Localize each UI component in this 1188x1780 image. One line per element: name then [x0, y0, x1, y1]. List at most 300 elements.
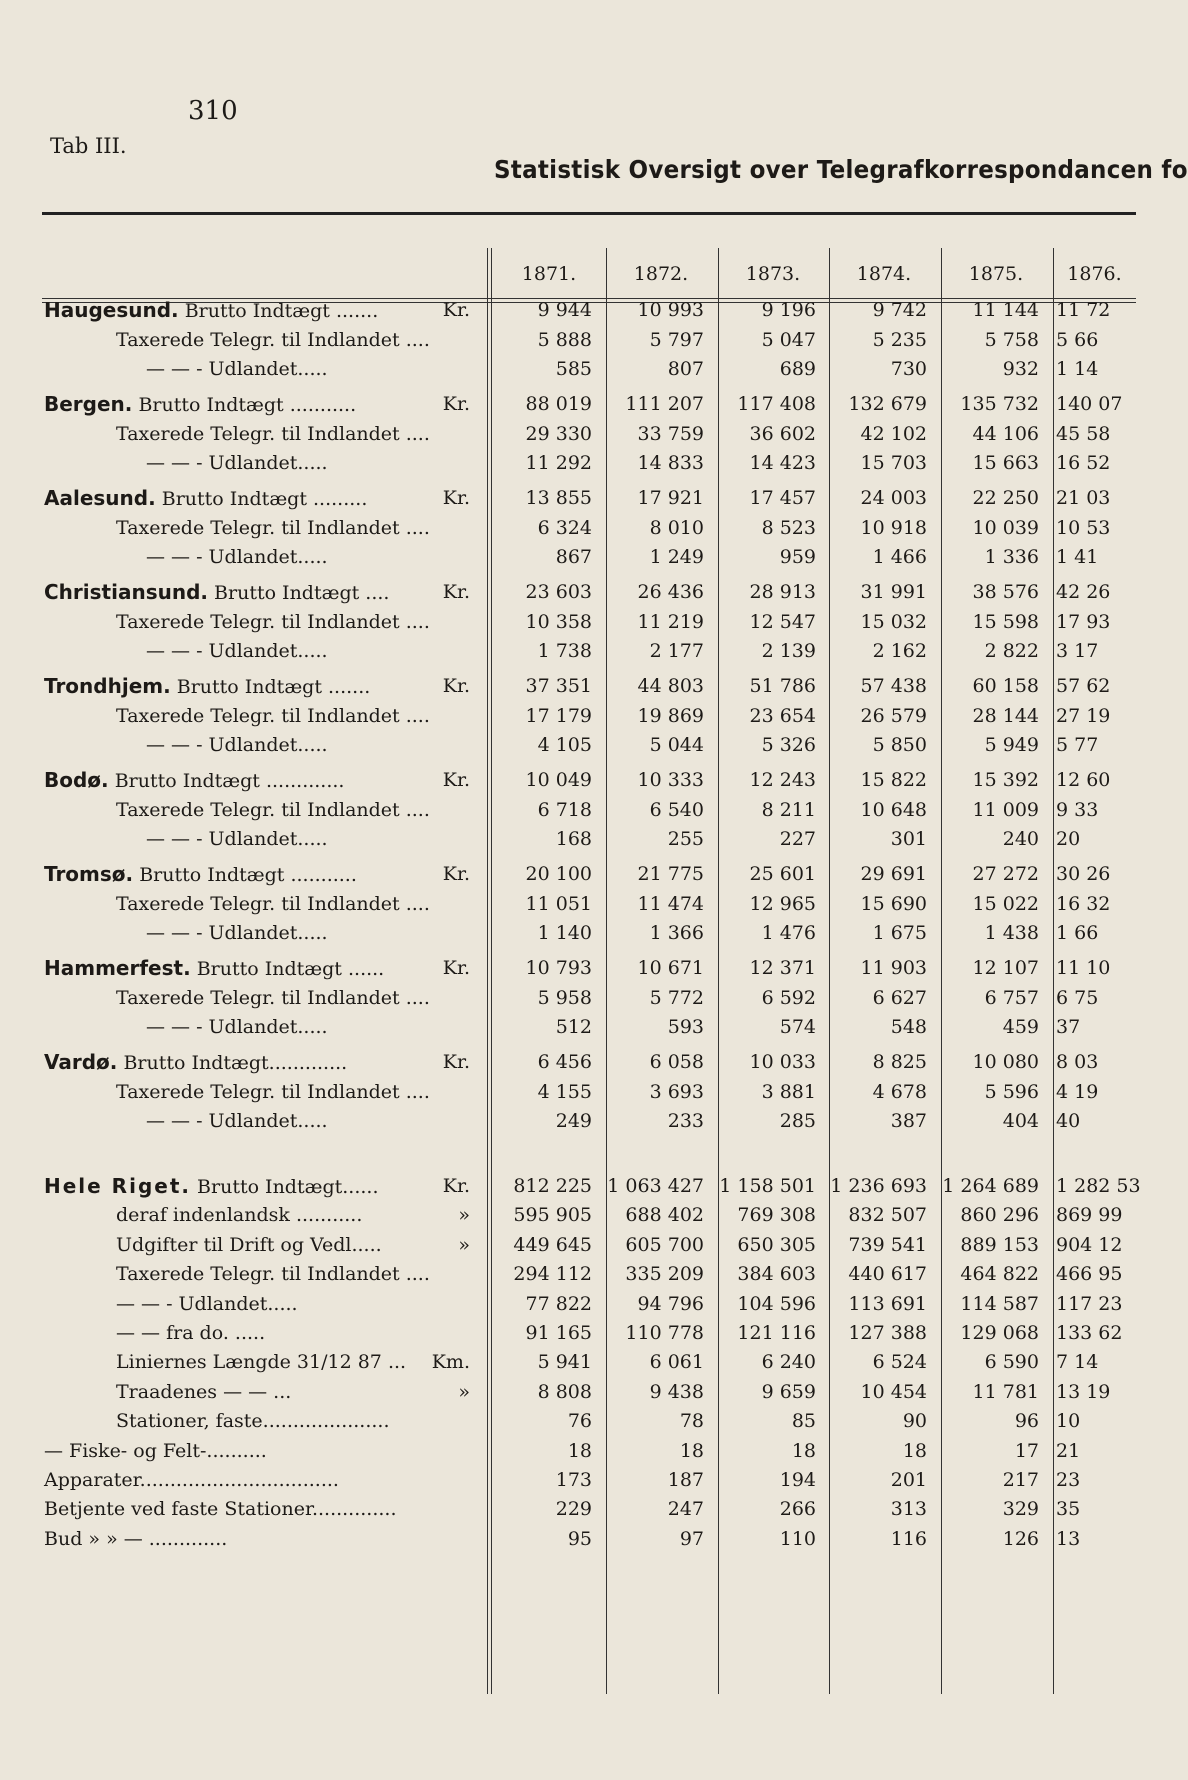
value-cell: 387 — [890, 1110, 927, 1133]
table-row — [0, 1348, 1136, 1377]
value-cell: 2 822 — [984, 640, 1039, 663]
unit-label: Kr. — [442, 1051, 470, 1073]
value-cell: 85 — [791, 1410, 816, 1433]
value-cell: 730 — [890, 358, 927, 381]
row-label: Taxerede Telegr. til Indlandet .... — [116, 1080, 430, 1103]
value-cell: 9 438 — [649, 1380, 704, 1403]
value-cell: 217 — [1002, 1469, 1039, 1491]
row-label: — — - Udlandet..... — [146, 734, 328, 757]
value-cell: 6 718 — [537, 798, 592, 821]
value-cell: 15 392 — [972, 769, 1039, 791]
value-cell: 15 032 — [860, 610, 927, 633]
year-header: 1871. — [521, 263, 577, 285]
value-cell: 1 140 — [537, 922, 592, 945]
value-cell: 6 627 — [872, 986, 927, 1009]
value-cell: 249 — [555, 1110, 592, 1133]
table-row — [0, 919, 1136, 948]
value-cell: 1 675 — [872, 922, 927, 945]
row-label: Brutto Indtægt ....... — [184, 300, 379, 322]
row-label-cell — [116, 890, 430, 919]
row-label-cell — [116, 702, 430, 731]
table-row — [0, 420, 1136, 449]
value-cell: 26 436 — [637, 581, 704, 603]
row-label: Brutto Indtægt ........... — [138, 394, 357, 416]
table-row — [0, 390, 1136, 419]
row-label-cell — [146, 731, 328, 760]
value-cell: 17 93 — [1056, 610, 1111, 633]
value-cell: 1 336 — [984, 546, 1039, 569]
row-label: deraf indenlandsk ........... — [116, 1204, 363, 1227]
value-cell: 16 32 — [1056, 892, 1111, 915]
value-cell: 60 158 — [972, 675, 1039, 697]
unit-label: Kr. — [442, 581, 470, 603]
value-cell: 8 825 — [872, 1051, 927, 1073]
value-cell: 173 — [555, 1469, 592, 1491]
row-label: Taxerede Telegr. til Indlandet .... — [116, 422, 430, 445]
value-cell: 12 965 — [749, 892, 816, 915]
value-cell: 812 225 — [513, 1175, 592, 1197]
value-cell: 6 590 — [984, 1351, 1039, 1374]
value-cell: 97 — [679, 1527, 704, 1550]
unit-label: Kr. — [442, 675, 470, 697]
value-cell: 11 144 — [972, 299, 1039, 321]
table-row — [0, 1525, 1136, 1554]
value-cell: 18 — [567, 1439, 592, 1462]
value-cell: 266 — [779, 1498, 816, 1521]
table-row — [0, 1172, 1141, 1201]
value-cell: 8 03 — [1056, 1051, 1099, 1073]
unit-label: Kr. — [442, 487, 470, 509]
row-label-cell — [44, 578, 389, 608]
row-label-cell — [146, 919, 328, 948]
row-label-cell — [146, 1013, 328, 1042]
row-label-cell — [44, 390, 356, 420]
value-cell: 23 — [1056, 1469, 1081, 1491]
row-label: Udgifter til Drift og Vedl..... — [116, 1233, 382, 1256]
row-label: — — - Udlandet..... — [146, 922, 328, 945]
table-row — [0, 672, 1136, 701]
value-cell: 114 587 — [960, 1292, 1039, 1315]
value-cell: 38 576 — [972, 581, 1039, 603]
value-cell: 247 — [667, 1498, 704, 1521]
value-cell: 40 — [1056, 1110, 1081, 1133]
value-cell: 95 — [567, 1527, 592, 1550]
row-label-cell — [116, 514, 430, 543]
row-label: Brutto Indtægt............. — [123, 1052, 348, 1074]
value-cell: 335 209 — [625, 1263, 704, 1286]
value-cell: 27 19 — [1056, 704, 1111, 727]
table-row — [0, 796, 1136, 825]
year-header: 1876. — [1067, 263, 1122, 285]
value-cell: 5 797 — [649, 328, 704, 351]
value-cell: 4 678 — [872, 1080, 927, 1103]
value-cell: 10 793 — [525, 957, 592, 979]
table-row — [0, 326, 1136, 355]
value-cell: 25 601 — [749, 863, 816, 885]
value-cell: 10 033 — [749, 1051, 816, 1073]
value-cell: 16 52 — [1056, 452, 1111, 475]
row-label: Bud » » — ............. — [44, 1527, 228, 1550]
value-cell: 135 732 — [960, 393, 1039, 415]
value-cell: 10 — [1056, 1410, 1081, 1433]
value-cell: 2 162 — [872, 640, 927, 663]
value-cell: 45 58 — [1056, 422, 1111, 445]
row-label: Taxerede Telegr. til Indlandet .... — [116, 610, 430, 633]
row-label-cell — [44, 672, 370, 702]
value-cell: 140 07 — [1056, 393, 1123, 415]
value-cell: 329 — [1002, 1498, 1039, 1521]
value-cell: 313 — [890, 1498, 927, 1521]
value-cell: 1 158 501 — [719, 1175, 816, 1197]
row-label: Taxerede Telegr. til Indlandet .... — [116, 516, 430, 539]
value-cell: 10 080 — [972, 1051, 1039, 1073]
value-cell: 11 009 — [972, 798, 1039, 821]
row-label-cell — [146, 1107, 328, 1136]
row-label: — — - Udlandet..... — [146, 640, 328, 663]
unit-label: Km. — [431, 1351, 470, 1374]
value-cell: 11 903 — [860, 957, 927, 979]
value-cell: 17 457 — [749, 487, 816, 509]
row-label-cell — [44, 954, 384, 984]
unit-label: Kr. — [442, 393, 470, 415]
value-cell: 1 466 — [872, 546, 927, 569]
value-cell: 17 179 — [525, 704, 592, 727]
row-label: Brutto Indtægt ............. — [114, 770, 345, 792]
value-cell: 12 107 — [972, 957, 1039, 979]
row-label: — — - Udlandet..... — [146, 1016, 328, 1039]
value-cell: 10 993 — [637, 299, 704, 321]
value-cell: 11 474 — [637, 892, 704, 915]
table-row — [0, 1107, 1136, 1136]
value-cell: 51 786 — [749, 675, 816, 697]
value-cell: 6 456 — [537, 1051, 592, 1073]
value-cell: 201 — [890, 1469, 927, 1491]
table-row — [0, 1013, 1136, 1042]
value-cell: 650 305 — [737, 1233, 816, 1256]
value-cell: 88 019 — [525, 393, 592, 415]
value-cell: 90 — [902, 1410, 927, 1433]
value-cell: 1 66 — [1056, 922, 1099, 945]
value-cell: 29 691 — [860, 863, 927, 885]
row-label-cell — [116, 1319, 265, 1348]
table-row — [0, 1201, 1136, 1230]
table-row — [0, 637, 1136, 666]
value-cell: 96 — [1014, 1410, 1039, 1433]
value-cell: 44 803 — [637, 675, 704, 697]
row-label-cell — [44, 860, 357, 890]
value-cell: 6 540 — [649, 798, 704, 821]
table-row — [0, 702, 1136, 731]
value-cell: 104 596 — [737, 1292, 816, 1315]
value-cell: 8 808 — [537, 1380, 592, 1403]
station-name: Hammerfest. — [44, 956, 191, 980]
station-name: Aalesund. — [44, 486, 156, 510]
value-cell: 807 — [667, 358, 704, 381]
row-label: Brutto Indtægt ....... — [176, 676, 371, 698]
row-label-cell — [116, 1078, 430, 1107]
value-cell: 10 918 — [860, 516, 927, 539]
value-cell: 35 — [1056, 1498, 1081, 1521]
value-cell: 9 659 — [761, 1380, 816, 1403]
unit-label: Kr. — [442, 863, 470, 885]
value-cell: 129 068 — [960, 1322, 1039, 1344]
value-cell: 5 949 — [984, 734, 1039, 757]
value-cell: 23 603 — [525, 581, 592, 603]
value-cell: 42 26 — [1056, 581, 1111, 603]
value-cell: 301 — [890, 828, 927, 851]
value-cell: 110 — [779, 1527, 816, 1550]
value-cell: 3 17 — [1056, 640, 1099, 663]
value-cell: 4 155 — [537, 1080, 592, 1103]
value-cell: 593 — [667, 1016, 704, 1039]
row-label-cell — [116, 1260, 430, 1289]
value-cell: 77 822 — [525, 1292, 592, 1315]
row-label: Stationer, faste..................... — [116, 1410, 390, 1433]
table-row — [0, 449, 1136, 478]
value-cell: 1 738 — [537, 640, 592, 663]
value-cell: 10 333 — [637, 769, 704, 791]
row-label: — — - Udlandet..... — [116, 1292, 298, 1315]
table-row — [0, 1260, 1136, 1289]
value-cell: 11 72 — [1056, 299, 1111, 321]
table-row — [0, 1231, 1136, 1260]
value-cell: 5 77 — [1056, 734, 1099, 757]
unit-label: Kr. — [442, 299, 470, 321]
page-number: 310 — [188, 96, 238, 126]
value-cell: 449 645 — [513, 1233, 592, 1256]
value-cell: 127 388 — [848, 1322, 927, 1344]
value-cell: 5 850 — [872, 734, 927, 757]
value-cell: 9 944 — [537, 299, 592, 321]
station-name: Vardø. — [44, 1050, 118, 1074]
station-name: Trondhjem. — [44, 674, 171, 698]
value-cell: 9 33 — [1056, 798, 1099, 821]
unit-label: Kr. — [442, 957, 470, 979]
value-cell: 5 66 — [1056, 328, 1099, 351]
table-row — [0, 608, 1136, 637]
value-cell: 91 165 — [525, 1322, 592, 1344]
value-cell: 240 — [1002, 828, 1039, 851]
row-label: Taxerede Telegr. til Indlandet .... — [116, 892, 430, 915]
value-cell: 42 102 — [860, 422, 927, 445]
value-cell: 6 75 — [1056, 986, 1099, 1009]
row-label-cell — [116, 796, 430, 825]
value-cell: 10 454 — [860, 1380, 927, 1403]
value-cell: 15 690 — [860, 892, 927, 915]
value-cell: 117 408 — [737, 393, 816, 415]
table-row — [0, 1048, 1136, 1077]
value-cell: 11 219 — [637, 610, 704, 633]
table-row — [0, 984, 1136, 1013]
value-cell: 22 250 — [972, 487, 1039, 509]
value-cell: 889 153 — [960, 1233, 1039, 1256]
value-cell: 12 60 — [1056, 769, 1111, 791]
value-cell: 11 051 — [525, 892, 592, 915]
value-cell: 440 617 — [848, 1263, 927, 1286]
table-row — [0, 860, 1136, 889]
value-cell: 867 — [555, 546, 592, 569]
table-row — [0, 1495, 1136, 1524]
row-label-cell — [116, 1231, 382, 1260]
value-cell: 12 547 — [749, 610, 816, 633]
table-row — [0, 1319, 1136, 1348]
value-cell: 285 — [779, 1110, 816, 1133]
value-cell: 5 958 — [537, 986, 592, 1009]
value-cell: 10 049 — [525, 769, 592, 791]
row-label-cell — [146, 543, 328, 572]
value-cell: 21 03 — [1056, 487, 1111, 509]
value-cell: 57 438 — [860, 675, 927, 697]
value-cell: 19 869 — [637, 704, 704, 727]
value-cell: 57 62 — [1056, 675, 1111, 697]
value-cell: 8 523 — [761, 516, 816, 539]
station-name: Haugesund. — [44, 298, 179, 322]
row-label-cell — [116, 1348, 406, 1377]
value-cell: 233 — [667, 1110, 704, 1133]
value-cell: 595 905 — [513, 1204, 592, 1227]
value-cell: 512 — [555, 1016, 592, 1039]
year-header: 1873. — [745, 263, 801, 285]
value-cell: 31 991 — [860, 581, 927, 603]
row-label: — — - Udlandet..... — [146, 358, 328, 381]
value-cell: 5 047 — [761, 328, 816, 351]
value-cell: 28 144 — [972, 704, 1039, 727]
value-cell: 13 — [1056, 1527, 1081, 1550]
value-cell: 12 371 — [749, 957, 816, 979]
value-cell: 13 855 — [525, 487, 592, 509]
value-cell: 1 476 — [761, 922, 816, 945]
value-cell: 6 757 — [984, 986, 1039, 1009]
value-cell: 18 — [902, 1439, 927, 1462]
table-row — [0, 543, 1136, 572]
row-label: — — - Udlandet..... — [146, 1110, 328, 1133]
value-cell: 227 — [779, 828, 816, 851]
year-header: 1874. — [856, 263, 912, 285]
row-label: Brutto Indtægt ......... — [161, 488, 368, 510]
value-cell: 14 833 — [637, 452, 704, 475]
value-cell: 6 524 — [872, 1351, 927, 1374]
table-row — [0, 890, 1136, 919]
value-cell: 860 296 — [960, 1204, 1039, 1227]
value-cell: 26 579 — [860, 704, 927, 727]
row-label-cell — [44, 766, 344, 796]
value-cell: 15 703 — [860, 452, 927, 475]
value-cell: 11 10 — [1056, 957, 1111, 979]
value-cell: 5 596 — [984, 1080, 1039, 1103]
row-label-cell — [44, 1495, 397, 1524]
value-cell: 5 941 — [537, 1351, 592, 1374]
value-cell: 739 541 — [848, 1233, 927, 1256]
value-cell: 832 507 — [848, 1204, 927, 1227]
table-row — [0, 578, 1136, 607]
row-label-cell — [116, 984, 430, 1013]
row-label-cell — [116, 608, 430, 637]
row-label-cell — [146, 449, 328, 478]
value-cell: 18 — [679, 1439, 704, 1462]
value-cell: 17 — [1014, 1439, 1039, 1462]
row-label: Betjente ved faste Stationer.............. — [44, 1498, 397, 1521]
row-label: Brutto Indtægt ........... — [139, 864, 357, 886]
unit-label: » — [458, 1233, 470, 1256]
value-cell: 133 62 — [1056, 1322, 1123, 1344]
table-row — [0, 1466, 1136, 1495]
value-cell: 459 — [1002, 1016, 1039, 1039]
row-label: Taxerede Telegr. til Indlandet .... — [116, 798, 430, 821]
value-cell: 1 282 53 — [1056, 1175, 1141, 1197]
table-row — [0, 766, 1136, 795]
value-cell: 12 243 — [749, 769, 816, 791]
value-cell: 769 308 — [737, 1204, 816, 1227]
row-label-cell — [116, 1378, 291, 1407]
station-name: Bergen. — [44, 392, 133, 416]
value-cell: 15 022 — [972, 892, 1039, 915]
table-row — [0, 825, 1136, 854]
value-cell: 78 — [679, 1410, 704, 1433]
value-cell: 121 116 — [737, 1322, 816, 1344]
value-cell: 229 — [555, 1498, 592, 1521]
value-cell: 11 292 — [525, 452, 592, 475]
value-cell: 1 438 — [984, 922, 1039, 945]
value-cell: 6 061 — [649, 1351, 704, 1374]
value-cell: 466 95 — [1056, 1263, 1123, 1286]
station-name: Christiansund. — [44, 580, 208, 604]
value-cell: 17 921 — [637, 487, 704, 509]
row-label: — — - Udlandet..... — [146, 828, 328, 851]
row-label-cell — [116, 326, 430, 355]
value-cell: 585 — [555, 358, 592, 381]
table-row — [0, 296, 1136, 325]
value-cell: 15 663 — [972, 452, 1039, 475]
row-label-cell — [116, 420, 430, 449]
value-cell: 10 53 — [1056, 516, 1111, 539]
value-cell: 1 236 693 — [830, 1175, 927, 1197]
value-cell: 126 — [1002, 1527, 1039, 1550]
value-cell: 10 039 — [972, 516, 1039, 539]
value-cell: 5 235 — [872, 328, 927, 351]
value-cell: 689 — [779, 358, 816, 381]
value-cell: 4 105 — [537, 734, 592, 757]
value-cell: 932 — [1002, 358, 1039, 381]
table-row — [0, 731, 1136, 760]
row-label-cell — [44, 1172, 379, 1202]
value-cell: 30 26 — [1056, 863, 1111, 885]
value-cell: 869 99 — [1056, 1204, 1123, 1227]
row-label: Brutto Indtægt ...... — [196, 958, 385, 980]
value-cell: 21 775 — [637, 863, 704, 885]
value-cell: 20 — [1056, 828, 1081, 851]
value-cell: 20 100 — [525, 863, 592, 885]
year-header: 1875. — [968, 263, 1024, 285]
value-cell: 168 — [555, 828, 592, 851]
value-cell: 117 23 — [1056, 1292, 1123, 1315]
value-cell: 7 14 — [1056, 1351, 1099, 1374]
value-cell: 5 044 — [649, 734, 704, 757]
station-name: Bodø. — [44, 768, 109, 792]
value-cell: 110 778 — [625, 1322, 704, 1344]
row-label: — — - Udlandet..... — [146, 546, 328, 569]
row-label: Apparater................................. — [44, 1469, 339, 1491]
value-cell: 116 — [890, 1527, 927, 1550]
value-cell: 37 — [1056, 1016, 1081, 1039]
row-label: Taxerede Telegr. til Indlandet .... — [116, 986, 430, 1009]
row-label-cell — [116, 1290, 298, 1319]
value-cell: 21 — [1056, 1439, 1081, 1462]
value-cell: 13 19 — [1056, 1380, 1111, 1403]
row-label: Traadenes — — ... — [116, 1380, 292, 1403]
row-label: Taxerede Telegr. til Indlandet .... — [116, 704, 430, 727]
table-label: Tab III. — [50, 134, 127, 158]
table-row — [0, 1078, 1136, 1107]
